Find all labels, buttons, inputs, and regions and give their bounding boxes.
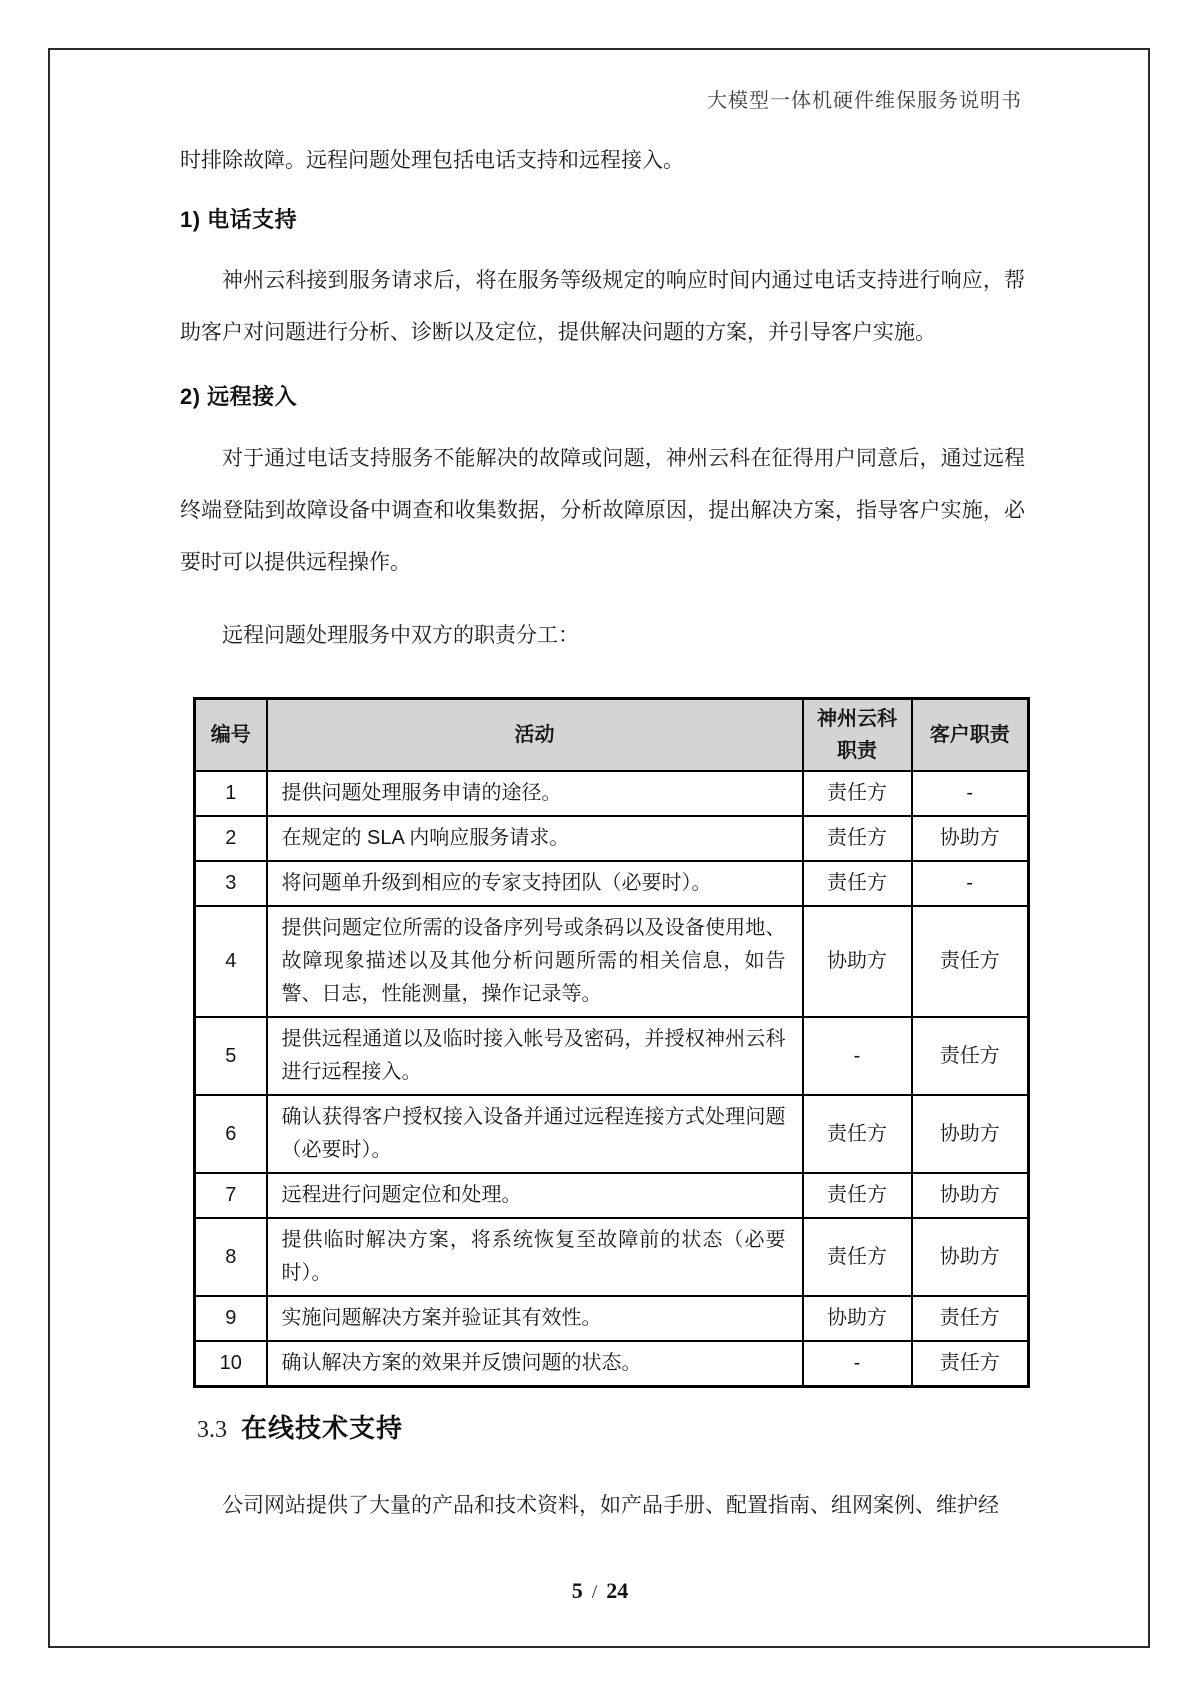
row-number-cell: 5 bbox=[195, 1017, 267, 1095]
intro-paragraph: 时排除故障。远程问题处理包括电话支持和远程接入。 bbox=[180, 149, 684, 172]
column-header: 神州云科职责 bbox=[803, 699, 912, 772]
section-2-heading: 2) 远程接入 bbox=[180, 384, 298, 409]
vendor-responsibility-cell: - bbox=[803, 1341, 912, 1387]
section-number: 3.3 bbox=[197, 1417, 227, 1443]
row-number-cell: 4 bbox=[195, 906, 267, 1017]
row-number-cell: 10 bbox=[195, 1341, 267, 1387]
activity-cell: 提供临时解决方案，将系统恢复至故障前的状态（必要时）。 bbox=[267, 1218, 803, 1296]
table-row bbox=[195, 906, 1029, 1017]
activity-cell: 提供远程通道以及临时接入帐号及密码，并授权神州云科进行远程接入。 bbox=[267, 1017, 803, 1095]
section-1-paragraph: 神州云科接到服务请求后，将在服务等级规定的响应时间内通过电话支持进行响应，帮助客户对问题进行分析、诊断以及定位，提供解决问题的方案，并引导客户实施。 bbox=[180, 269, 1025, 344]
table-row bbox=[195, 771, 1029, 816]
vendor-responsibility-cell: 责任方 bbox=[803, 1173, 912, 1218]
activity-cell: 远程进行问题定位和处理。 bbox=[267, 1173, 803, 1218]
row-number-cell: 6 bbox=[195, 1095, 267, 1173]
page-number-total: 24 bbox=[606, 1578, 629, 1603]
activity-cell: 在规定的 SLA 内响应服务请求。 bbox=[267, 816, 803, 861]
vendor-responsibility-cell: 责任方 bbox=[803, 1095, 912, 1173]
activity-cell: 提供问题处理服务申请的途径。 bbox=[267, 771, 803, 816]
table-row bbox=[195, 1095, 1029, 1173]
vendor-responsibility-cell: - bbox=[803, 1017, 912, 1095]
table-body bbox=[195, 771, 1029, 1387]
activity-cell: 提供问题定位所需的设备序列号或条码以及设备使用地、故障现象描述以及其他分析问题所需的相关信息，如告警、日志，性能测量，操作记录等。 bbox=[267, 906, 803, 1017]
row-number-cell: 8 bbox=[195, 1218, 267, 1296]
page-footer bbox=[0, 1578, 1200, 1604]
customer-responsibility-cell: 责任方 bbox=[912, 1296, 1029, 1341]
activity-cell: 将问题单升级到相应的专家支持团队（必要时）。 bbox=[267, 861, 803, 906]
table-row bbox=[195, 1341, 1029, 1387]
activity-cell: 确认解决方案的效果并反馈问题的状态。 bbox=[267, 1341, 803, 1387]
activity-cell: 实施问题解决方案并验证其有效性。 bbox=[267, 1296, 803, 1341]
table-header-row bbox=[195, 699, 1029, 772]
table-row bbox=[195, 1296, 1029, 1341]
table-row bbox=[195, 861, 1029, 906]
table-row bbox=[195, 1017, 1029, 1095]
activity-cell: 确认获得客户授权接入设备并通过远程连接方式处理问题（必要时）。 bbox=[267, 1095, 803, 1173]
responsibility-table bbox=[193, 697, 1030, 1388]
vendor-responsibility-cell: 责任方 bbox=[803, 861, 912, 906]
vendor-responsibility-cell: 责任方 bbox=[803, 1218, 912, 1296]
vendor-responsibility-cell: 责任方 bbox=[803, 816, 912, 861]
row-number-cell: 9 bbox=[195, 1296, 267, 1341]
customer-responsibility-cell: 协助方 bbox=[912, 1218, 1029, 1296]
table-row bbox=[195, 1173, 1029, 1218]
document-header-title: 大模型一体机硬件维保服务说明书 bbox=[707, 90, 1022, 112]
customer-responsibility-cell: 责任方 bbox=[912, 1341, 1029, 1387]
page-number-current: 5 bbox=[571, 1578, 583, 1603]
vendor-responsibility-cell: 协助方 bbox=[803, 1296, 912, 1341]
customer-responsibility-cell: - bbox=[912, 771, 1029, 816]
row-number-cell: 2 bbox=[195, 816, 267, 861]
section-2-paragraph: 对于通过电话支持服务不能解决的故障或问题，神州云科在征得用户同意后，通过远程终端登陆到故障设备中调查和收集数据，分析故障原因，提出解决方案，指导客户实施，必要时可以提供远程操作。 bbox=[180, 447, 1025, 574]
column-header: 活动 bbox=[267, 699, 803, 772]
customer-responsibility-cell: 责任方 bbox=[912, 1017, 1029, 1095]
section-title: 在线技术支持 bbox=[241, 1413, 404, 1443]
customer-responsibility-cell: 协助方 bbox=[912, 1095, 1029, 1173]
column-header: 客户职责 bbox=[912, 699, 1029, 772]
section-3-3-heading bbox=[197, 1408, 403, 1445]
online-support-paragraph: 公司网站提供了大量的产品和技术资料，如产品手册、配置指南、组网案例、维护经 bbox=[222, 1494, 999, 1517]
customer-responsibility-cell: - bbox=[912, 861, 1029, 906]
row-number-cell: 3 bbox=[195, 861, 267, 906]
section-1-heading: 1) 电话支持 bbox=[180, 207, 298, 232]
customer-responsibility-cell: 责任方 bbox=[912, 906, 1029, 1017]
column-header: 编号 bbox=[195, 699, 267, 772]
table-intro-text: 远程问题处理服务中双方的职责分工： bbox=[222, 624, 579, 647]
vendor-responsibility-cell: 责任方 bbox=[803, 771, 912, 816]
table-row bbox=[195, 1218, 1029, 1296]
row-number-cell: 7 bbox=[195, 1173, 267, 1218]
vendor-responsibility-cell: 协助方 bbox=[803, 906, 912, 1017]
customer-responsibility-cell: 协助方 bbox=[912, 816, 1029, 861]
row-number-cell: 1 bbox=[195, 771, 267, 816]
table-row bbox=[195, 816, 1029, 861]
page-number-separator: / bbox=[591, 1581, 598, 1603]
customer-responsibility-cell: 协助方 bbox=[912, 1173, 1029, 1218]
